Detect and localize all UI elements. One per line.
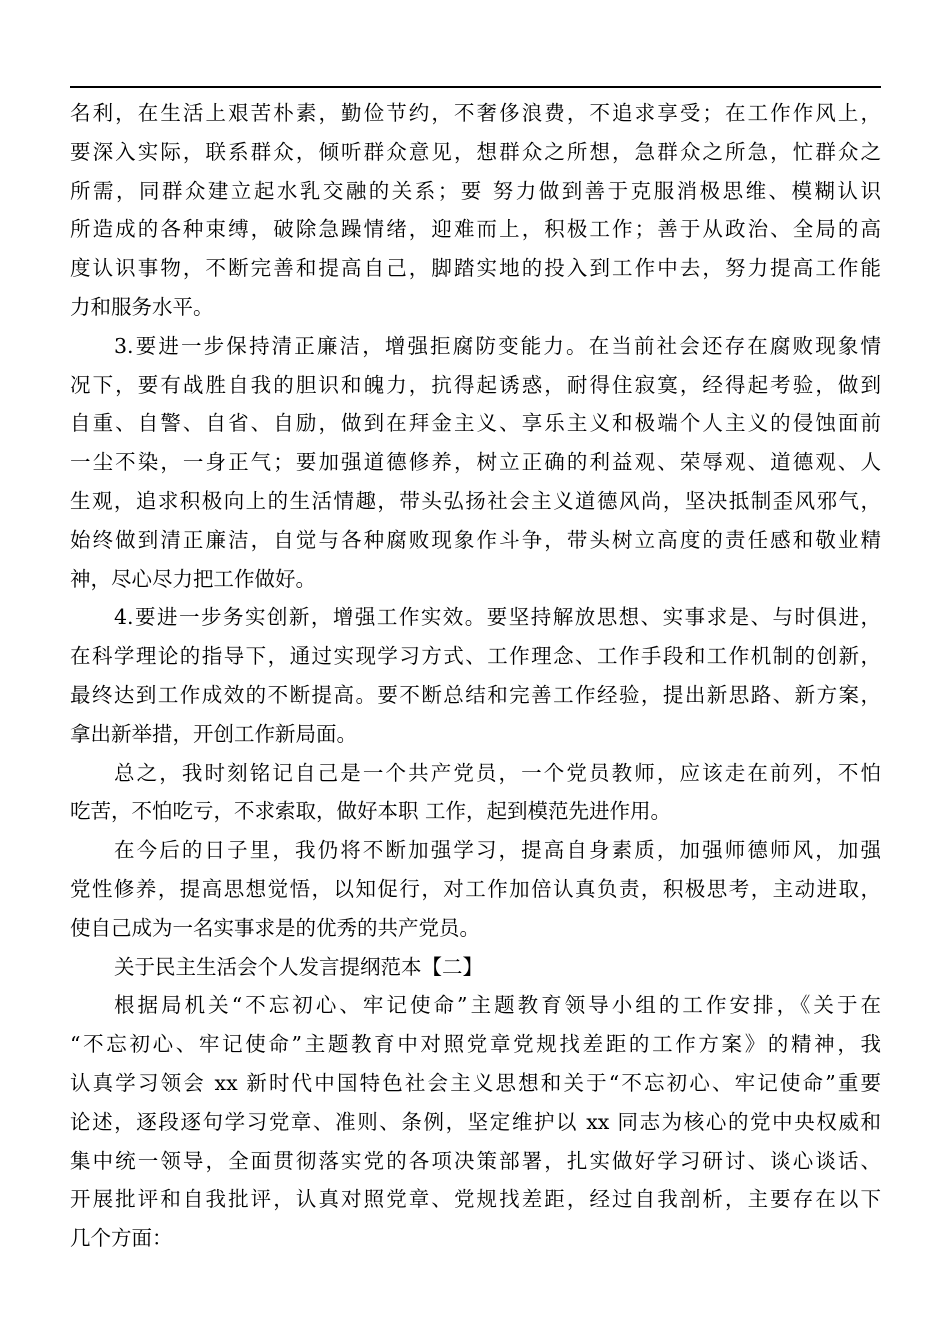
text-line: 总之，我时刻铭记自己是一个共产党员，一个党员教师，应该走在前列，不怕 — [114, 760, 881, 785]
text-line: 拿出新举措，开创工作新局面。 — [70, 721, 357, 746]
text-line: 根据局机关“不忘初心、牢记使命”主题教育领导小组的工作安排，《关于在 — [114, 993, 881, 1018]
text-line: 集中统一领导，全面贯彻落实党的各项决策部署，扎实做好学习研讨、谈心谈话、 — [70, 1148, 881, 1173]
text-line: 4.要进一步务实创新，增强工作实效。要坚持解放思想、实事求是、与时俱进， — [114, 605, 881, 630]
text-line: 力和服务水平。 — [70, 294, 214, 319]
text-line: 最终达到工作成效的不断提高。要不断总结和完善工作经验，提出新思路、新方案， — [70, 682, 881, 707]
text-line: 名利，在生活上艰苦朴素，勤俭节约，不奢侈浪费，不追求享受；在工作作风上， — [70, 101, 881, 125]
text-line: 一尘不染，一身正气；要加强道德修养，树立正确的利益观、荣辱观、道德观、人 — [70, 450, 881, 475]
text-line: 始终做到清正廉洁，自觉与各种腐败现象作斗争，带头树立高度的责任感和敬业精 — [70, 527, 881, 552]
text-line: 认真学习领会 xx 新时代中国特色社会主义思想和关于“不忘初心、牢记使命”重要 — [70, 1070, 881, 1095]
text-line: 开展批评和自我批评，认真对照党章、党规找差距，经过自我剖析，主要存在以下 — [70, 1187, 881, 1212]
text-line: 所需，同群众建立起水乳交融的关系；要 努力做到善于克服消极思维、模糊认识 — [70, 178, 881, 203]
text-line: 要深入实际，联系群众，倾听群众意见，想群众之所想，急群众之所急，忙群众之 — [70, 139, 881, 164]
text-line: 使自己成为一名实事求是的优秀的共产党员。 — [70, 915, 480, 940]
text-line: “不忘初心、牢记使命”主题教育中对照党章党规找差距的工作方案》的精神，我 — [70, 1032, 881, 1057]
text-line: 党性修养，提高思想觉悟，以知促行，对工作加倍认真负责，积极思考，主动进取， — [70, 876, 881, 901]
text-line: 3.要进一步保持清正廉洁，增强拒腐防变能力。在当前社会还存在腐败现象情 — [114, 333, 881, 358]
text-line: 所造成的各种束缚，破除急躁情绪，迎难而上，积极工作；善于从政治、全局的高 — [70, 217, 881, 242]
text-line: 生观，追求积极向上的生活情趣，带头弘扬社会主义道德风尚，坚决抵制歪风邪气， — [70, 488, 881, 513]
text-line: 况下，要有战胜自我的胆识和魄力，抗得起诱惑，耐得住寂寞，经得起考验，做到 — [70, 372, 881, 397]
text-line: 论述，逐段逐句学习党章、准则、条例，坚定维护以 xx 同志为核心的党中央权威和 — [70, 1109, 881, 1134]
text-line: 吃苦，不怕吃亏，不求索取，做好本职 工作，起到模范先进作用。 — [70, 799, 672, 824]
header-rule — [70, 86, 881, 88]
document-body — [70, 94, 881, 1258]
text-line: 神，尽心尽力把工作做好。 — [70, 566, 316, 591]
text-line: 度认识事物，不断完善和提高自己，脚踏实地的投入到工作中去，努力提高工作能 — [70, 256, 881, 281]
text-line: 几个方面： — [70, 1226, 173, 1251]
text-line: 在科学理论的指导下，通过实现学习方式、工作理念、工作手段和工作机制的创新， — [70, 644, 881, 669]
text-line: 关于民主生活会个人发言提纲范本【二】 — [114, 954, 483, 979]
text-line: 自重、自警、自省、自励，做到在拜金主义、享乐主义和极端个人主义的侵蚀面前 — [70, 411, 881, 436]
text-line: 在今后的日子里，我仍将不断加强学习，提高自身素质，加强师德师风，加强 — [114, 838, 881, 863]
